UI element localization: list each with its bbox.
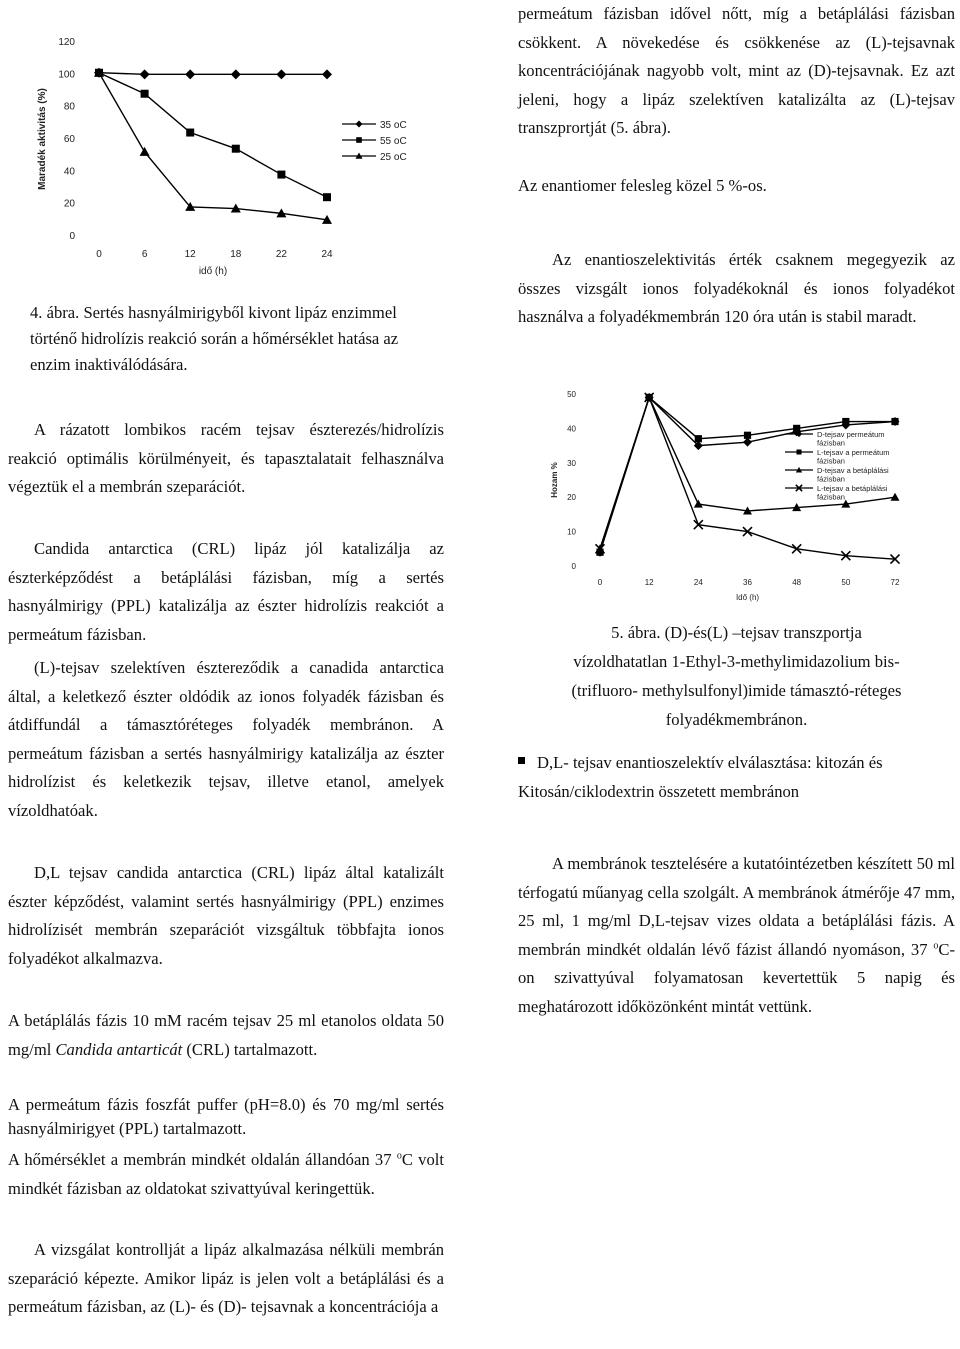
caption5-line4: folyadékmembránon. [665, 710, 808, 729]
data-point [891, 493, 900, 501]
bullet-text: D,L- tejsav enantioszelektív elválasztása: kitozán és Kitosán/ciklodextrin összetett membránon [518, 753, 883, 801]
legend-label: fázisban [817, 492, 845, 502]
p7-text-a: A hőmérséklet a membrán mindkét oldalán állandóan 37 [8, 1150, 397, 1169]
y-axis-label: Hozam % [550, 462, 559, 498]
legend-label: D-tejsav a betáplálási [817, 466, 889, 475]
chart5-svg [540, 378, 960, 608]
x-tick-label: 22 [275, 249, 287, 260]
legend-marker [356, 121, 363, 128]
y-tick-label: 0 [69, 231, 75, 242]
x-tick-label: 12 [644, 578, 654, 587]
data-point [140, 147, 150, 156]
p7-text-b: C volt mindkét fázisban az oldatokat szivattyúval keringettük. [8, 1150, 444, 1198]
data-point [186, 129, 194, 137]
caption5-line3: (trifluoro- methylsulfonyl)imide támasztó-réteges [571, 681, 902, 700]
legend-label: L-tejsav a permeátum [817, 448, 890, 457]
data-point [276, 69, 286, 79]
series-line [99, 73, 327, 75]
paragraph-7 [8, 1146, 444, 1203]
data-point [277, 171, 285, 179]
y-tick-label: 10 [567, 527, 576, 537]
x-tick-label: 72 [890, 578, 900, 587]
legend-marker [796, 449, 801, 454]
p5-text-c: (CRL) tartalmazott. [182, 1039, 318, 1059]
y-tick-label: 20 [567, 493, 576, 503]
x-axis-label: Idő (h) [735, 593, 760, 602]
bottom-text-b: C-on szivattyúval folyamatosan kevertettük 5 napig és meghatározott időközönként mintát vettünk. [518, 939, 955, 1016]
data-point [793, 425, 800, 432]
y-tick-label: 30 [567, 458, 576, 468]
figure-5-caption [518, 618, 955, 734]
data-point [842, 418, 849, 425]
caption5-line1: 5. ábra. (D)-és(L) –tejsav transzportja [611, 623, 862, 642]
x-tick-label: 0 [597, 578, 603, 587]
data-point [744, 432, 751, 439]
data-point [695, 435, 702, 442]
p5-italic: Candida antarticát [55, 1039, 183, 1059]
x-tick-label: 0 [96, 249, 102, 260]
legend-label: L-tejsav a betáplálási [817, 484, 888, 493]
legend-marker [356, 137, 362, 143]
series-line [99, 73, 327, 197]
x-tick-label: 6 [141, 249, 148, 260]
paragraph-5 [8, 1007, 444, 1064]
section-bullet [518, 748, 958, 806]
legend-label: fázisban [817, 474, 845, 484]
x-tick-label: 48 [792, 578, 802, 587]
data-point [322, 69, 332, 79]
legend-label: 35 oC [380, 120, 407, 131]
data-point [140, 69, 150, 79]
y-tick-label: 60 [63, 134, 75, 145]
y-tick-label: 40 [567, 424, 576, 434]
x-tick-label: 36 [743, 578, 752, 587]
paragraph-6: A permeátum fázis foszfát puffer (pH=8.0) és 70 mg/ml sertés hasnyálmirigyet (PPL) tartalmazott. [8, 1095, 444, 1138]
y-tick-label: 100 [58, 69, 75, 81]
legend-label: D-tejsav permeátum [817, 430, 885, 439]
bottom-text-a: A membránok tesztelésére a kutatóintézetben készített 50 ml térfogatú műanyag cella szolgált. A membránok átmérője 47 mm, 25 ml, 1 mg/ml D,L-tejsav vizes oldata a betáplálási fázis. A membrán mindkét oldalán lévő fázist állandó nyomáson, 37 [518, 854, 955, 959]
y-tick-label: 80 [63, 101, 75, 113]
data-point [232, 145, 240, 153]
data-point [231, 69, 241, 79]
data-point [323, 193, 331, 201]
data-point [694, 500, 703, 508]
legend-label: fázisban [817, 438, 845, 448]
legend-label: fázisban [817, 456, 845, 466]
paragraph-4: D,L tejsav candida antarctica (CRL) lipáz által katalizált észter képződést, valamint sertés hasnyálmirigy (PPL) enzimes hidrolízisét membrán szeparációt vizsgáltuk többfajta ionos folyadékot alkalmazva. [8, 863, 444, 968]
x-tick-label: 24 [693, 578, 703, 587]
data-point [185, 69, 195, 79]
right-paragraph-mid: Az enantioszelektivitás érték csaknem megegyezik az összes vizsgált ionos folyadékoknál és ionos folyadékot használva a folyadékmembrán 120 óra után is stabil maradt. [518, 250, 955, 327]
right-paragraph-bottom [518, 850, 955, 1022]
x-axis-label: idő (h) [198, 266, 228, 277]
legend-label: 55 oC [380, 136, 407, 147]
y-tick-label: 0 [571, 562, 576, 571]
x-tick-label: 18 [230, 249, 242, 260]
caption5-line2: vízoldhatatlan 1-Ethyl-3-methylimidazolium bis- [573, 652, 900, 671]
paragraph-2: Candida antarctica (CRL) lipáz jól katalizálja az észterképződést a betáplálási fázisban, míg a sertés hasnyálmirigy (PPL) katalizálja az észter hidrolízis reakciót a permeátum fázisban. [8, 539, 444, 644]
data-point [743, 438, 752, 447]
right-paragraph-top2: Az enantiomer felesleg közel 5 %-os. [518, 176, 767, 195]
x-tick-label: 24 [321, 249, 333, 260]
paragraph-8: A vizsgálat kontrollját a lipáz alkalmazása nélküli membrán szeparáció képezte. Amikor lipáz is jelen volt a betáplálási és a permeátum fázisban, az (L)- és (D)- tejsavnak a koncentrációja a [8, 1240, 444, 1317]
bottom-degree: o [933, 940, 939, 952]
y-tick-label: 20 [63, 198, 75, 210]
series-line [99, 73, 327, 220]
y-tick-label: 50 [567, 390, 576, 399]
x-tick-label: 50 [841, 578, 851, 587]
figure-5-chart [540, 378, 960, 608]
y-tick-label: 120 [58, 37, 75, 48]
y-tick-label: 40 [63, 166, 75, 178]
legend-label: 25 oC [380, 152, 407, 163]
bullet-square-icon [518, 757, 525, 764]
paragraph-1: A rázatott lombikos racém tejsav észterezés/hidrolízis reakció optimális körülményeit, és tapasztalatait felhasználva végeztük el a membrán szeparációt. [8, 420, 444, 497]
p5-text-a: A betáplálás fázis 10 mM racém tejsav 25 ml etanolos oldata 50 mg/ml [8, 1011, 444, 1059]
y-axis-label: Maradék aktivitás (%) [37, 88, 48, 190]
data-point [141, 90, 149, 98]
data-point [891, 418, 898, 425]
chart4-svg [20, 18, 445, 288]
right-paragraph-top: permeátum fázisban idővel nőtt, míg a betáplálási fázisban csökkent. A növekedése és csökkenése az (L)-tejsavnak koncentrációjának nagyobb volt, mint az (D)-tejsavnak. Ez azt jeleni, hogy a lipáz szelektíven katalizálta az (L)-tejsav transzprortját (5. ábra). [518, 4, 955, 138]
figure-4-chart [20, 18, 445, 288]
p7-degree: o [396, 1150, 402, 1162]
figure-4-caption: 4. ábra. Sertés hasnyálmirigyből kivont lipáz enzimmel történő hidrolízis reakció során a hőmérséklet hatása az enzim inaktiválódására. [30, 303, 399, 374]
paragraph-3: (L)-tejsav szelektíven észtereződik a canadida antarctica által, a keletkező észter oldódik az ionos folyadék fázisban és átdiffundál a támasztóréteges folyadék membránon. A permeátum fázisban a sertés hasnyálmirigy katalizálja az észter hidrolízist és keletkezik tejsav, illetve etanol, amelyek vízoldhatóak. [8, 658, 444, 820]
x-tick-label: 12 [184, 249, 196, 260]
